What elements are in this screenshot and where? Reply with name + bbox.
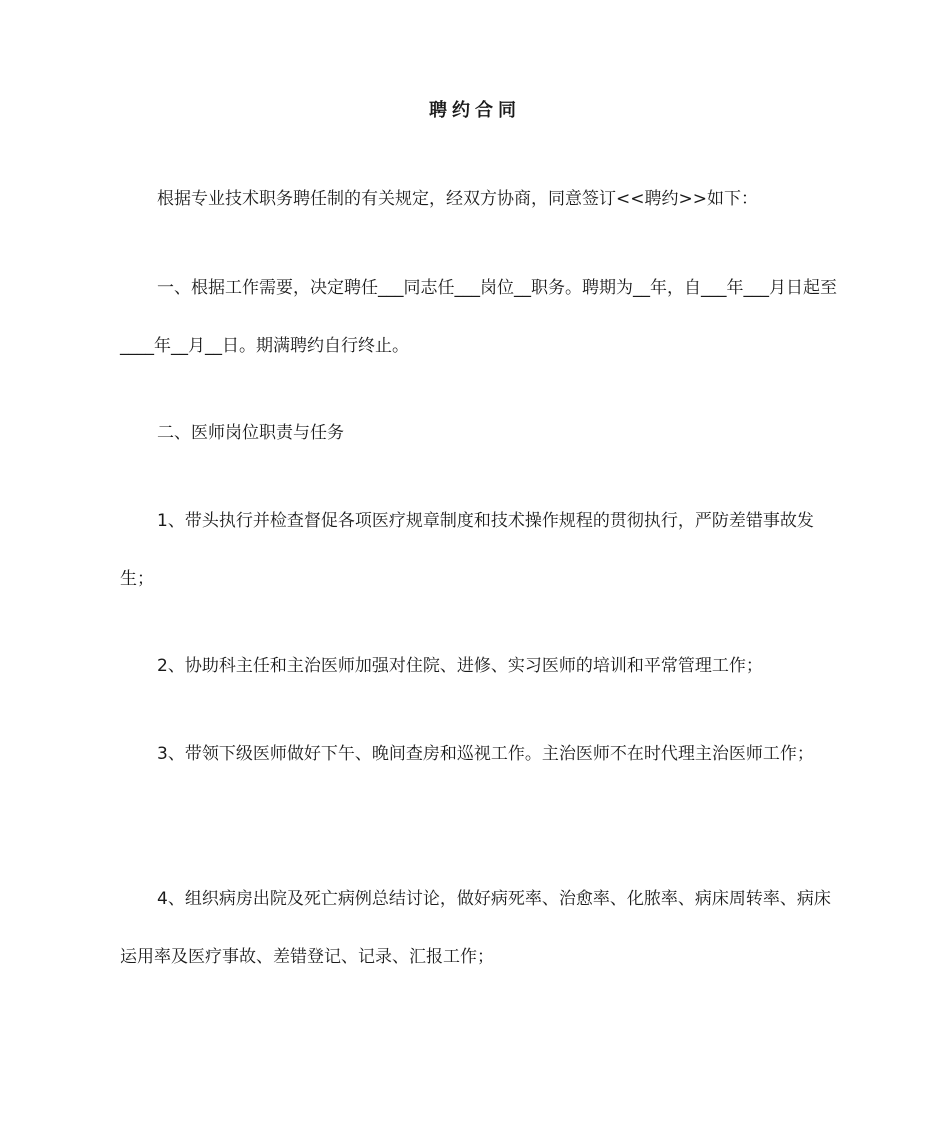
intro-paragraph: 根据专业技术职务聘任制的有关规定，经双方协商，同意签订<<聘约>>如下：: [157, 189, 758, 209]
document-title: 聘约合同: [429, 100, 521, 121]
section-1-paragraph: 一、根据工作需要，决定聘任___同志任___岗位__职务。聘期为__年，自___年___月日起至____年__月__日。期满聘约自行终止。: [120, 278, 837, 356]
duty-item-2: 2、协助科主任和主治医师加强对住院、进修、实习医师的培训和平常管理工作；: [157, 656, 763, 676]
duty-item-4: 4、组织病房出院及死亡病例总结讨论，做好病死率、治愈率、化脓率、病床周转率、病床运用率及医疗事故、差错登记、记录、汇报工作；: [120, 889, 831, 967]
duty-item-1: 1、带头执行并检查督促各项医疗规章制度和技术操作规程的贯彻执行，严防差错事故发生；: [120, 511, 814, 589]
section-2-heading: 二、医师岗位职责与任务: [157, 423, 344, 443]
duty-item-3: 3、带领下级医师做好下午、晚间查房和巡视工作。主治医师不在时代理主治医师工作；: [157, 744, 814, 764]
